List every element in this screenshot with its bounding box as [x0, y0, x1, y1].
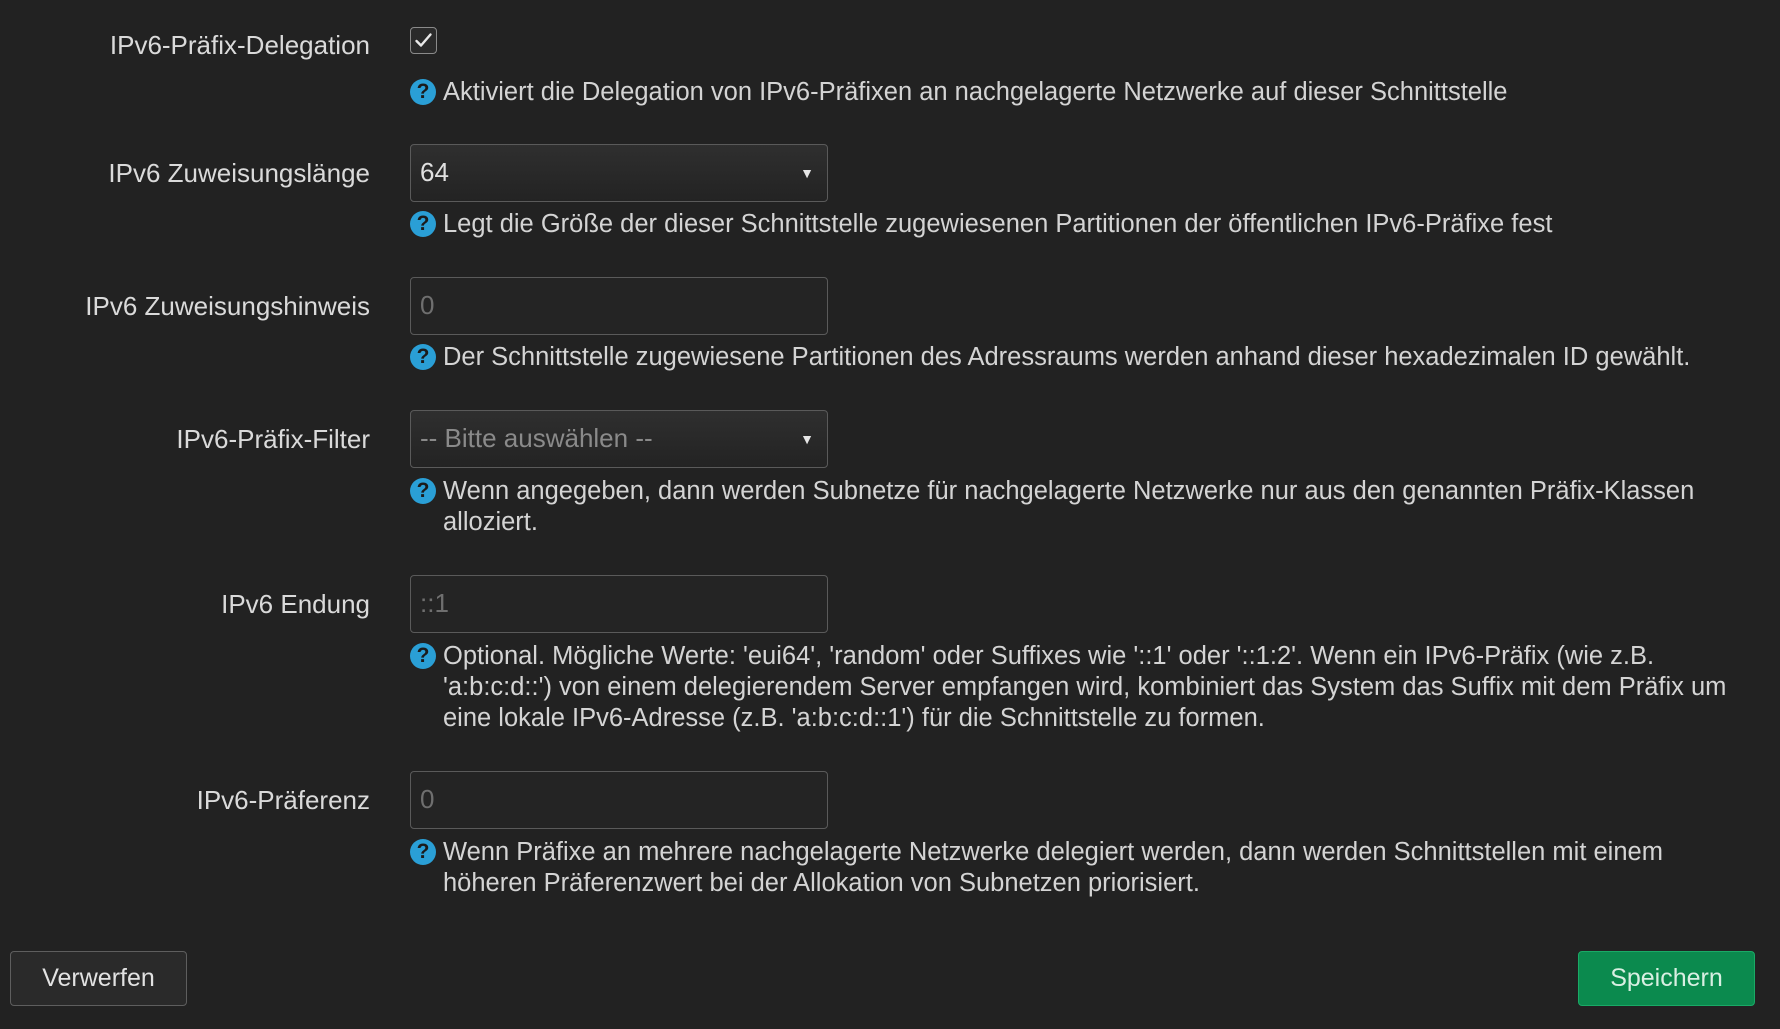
- preference-input[interactable]: [410, 771, 828, 829]
- assign-hint-label: IPv6 Zuweisungshinweis: [85, 291, 370, 321]
- delegation-help-text: Aktiviert die Delegation von IPv6-Präfixen an nachgelagerte Netzwerke auf dieser Schnittstelle: [443, 78, 1508, 106]
- assign-hint-help-text: Der Schnittstelle zugewiesene Partitionen des Adressraums werden anhand dieser hexadezimalen ID gewählt.: [443, 343, 1691, 371]
- assign-length-help-text: Legt die Größe der dieser Schnittstelle zugewiesenen Partitionen der öffentlichen IPv6-Präfixe fest: [443, 210, 1553, 238]
- delegation-label: IPv6-Präfix-Delegation: [109, 30, 370, 60]
- question-circle-icon: ?: [410, 478, 436, 504]
- question-circle-icon: ?: [410, 211, 436, 237]
- preference-help-text: Wenn Präfixe an mehrere nachgelagerte Netzwerke delegiert werden, dann werden Schnittstellen mit einem höheren Präferenzwert bei der Allokation von Subnetzen priorisiert.: [443, 838, 1663, 897]
- preference-label: IPv6-Präferenz: [196, 785, 370, 815]
- prefix-filter-help-text: Wenn angegeben, dann werden Subnetze für nachgelagerte Netzwerke nur aus den genannten Präfix-Klassen alloziert.: [443, 477, 1695, 536]
- assign-length-value: 64: [420, 157, 449, 187]
- preference-help: [410, 837, 1760, 899]
- delegation-help: [410, 77, 1760, 108]
- suffix-label: IPv6 Endung: [221, 589, 370, 619]
- prefix-filter-help: [410, 476, 1760, 538]
- assign-length-select[interactable]: [410, 144, 828, 202]
- question-circle-icon: ?: [410, 344, 436, 370]
- suffix-placeholder: ::1: [420, 588, 449, 618]
- caret-down-icon: ▼: [800, 431, 814, 447]
- suffix-input[interactable]: [410, 575, 828, 633]
- checkmark-icon: [414, 31, 433, 50]
- assign-hint-placeholder: 0: [420, 290, 435, 320]
- assign-hint-help: [410, 342, 1760, 373]
- question-circle-icon: ?: [410, 643, 436, 669]
- assign-hint-input[interactable]: [410, 277, 828, 335]
- caret-down-icon: ▼: [800, 165, 814, 181]
- assign-length-label: IPv6 Zuweisungslänge: [108, 158, 370, 188]
- preference-placeholder: 0: [420, 784, 435, 814]
- save-button[interactable]: Speichern: [1578, 951, 1755, 1006]
- prefix-filter-select[interactable]: [410, 410, 828, 468]
- question-circle-icon: ?: [410, 79, 436, 105]
- suffix-help: [410, 641, 1760, 734]
- delegation-checkbox[interactable]: [410, 27, 437, 54]
- question-circle-icon: ?: [410, 839, 436, 865]
- assign-length-help: [410, 209, 1760, 240]
- prefix-filter-label: IPv6-Präfix-Filter: [176, 424, 370, 454]
- suffix-help-text: Optional. Mögliche Werte: 'eui64', 'random' oder Suffixes wie '::1' oder '::1:2'. Wenn ein IPv6-Präfix (wie z.B. 'a:b:c:d::') von einem delegierendem Server empfangen wird, kombiniert das System das Suffix mit dem Präfix um eine lokale IPv6-Adresse (z.B. 'a:b:c:d::1') für die Schnittstelle zu formen.: [443, 642, 1727, 732]
- discard-button[interactable]: Verwerfen: [10, 951, 187, 1006]
- prefix-filter-value: -- Bitte auswählen --: [420, 423, 653, 453]
